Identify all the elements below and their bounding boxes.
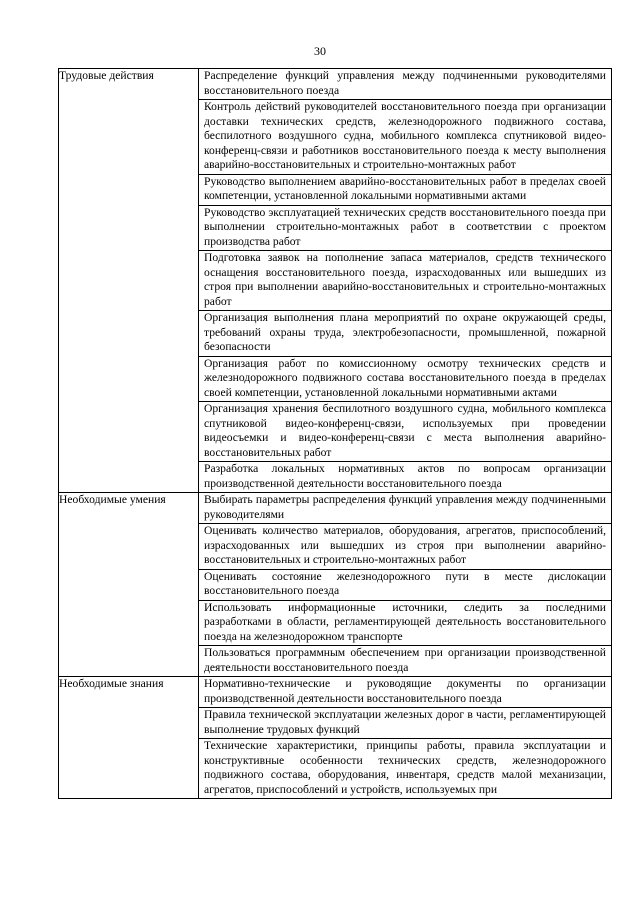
list-item: Оценивать состояние железнодорожного пути в месте дислокации восстановительного поезда	[199, 570, 611, 601]
page-number: 30	[314, 44, 326, 58]
section-row-required-knowledge	[59, 677, 612, 799]
section-label: Необходимые умения	[59, 493, 199, 677]
section-label: Трудовые действия	[59, 69, 199, 493]
competency-table	[58, 68, 612, 799]
list-item: Руководство эксплуатацией технических средств восстановительного поезда при выполнении строительно-монтажных работ в соответствии с проектом производства работ	[199, 206, 611, 252]
list-item: Оценивать количество материалов, оборудования, агрегатов, приспособлений, израсходованных или вышедших из строя при выполнении аварийно-восстановительных и строительно-монтажных работ	[199, 524, 611, 570]
section-label: Необходимые знания	[59, 677, 199, 799]
list-item: Пользоваться программным обеспечением при организации производственной деятельности восстановительного поезда	[204, 646, 606, 674]
list-item: Распределение функций управления между подчиненными руководителями восстановительного поезда	[199, 69, 611, 100]
list-item: Руководство выполнением аварийно-восстановительных работ в пределах своей компетенции, установленной локальными нормативными актами	[199, 175, 611, 206]
list-item: Организация хранения беспилотного воздушного судна, мобильного комплекса спутниковой видео-конференц-связи, используемых при проведении видеосъемки и видео-конференц-связи с места выполнения аварийно-восстановительных работ	[199, 402, 611, 462]
list-item: Контроль действий руководителей восстановительного поезда при организации доставки технических средств, железнодорожного подвижного состава, беспилотного воздушного судна, мобильного комплекса спутниковой видео-конференц-связи и работников восстановительного поезда к месту выполнения аварийно-восстановительных и строительно-монтажных работ	[199, 100, 611, 175]
section-row-required-skills	[59, 493, 612, 677]
section-items	[199, 677, 612, 799]
list-item: Нормативно-технические и руководящие документы по организации производственной деятельности восстановительного поезда	[199, 677, 611, 708]
list-item: Технические характеристики, принципы работы, правила эксплуатации и конструктивные особенности технических средств, железнодорожного подвижного состава, оборудования, инвентаря, средств малой механизации, агрегатов, приспособлений и устройств, используемых при	[204, 739, 606, 796]
list-item: Организация работ по комиссионному осмотру технических средств и железнодорожного подвижного состава восстановительного поезда в пределах своей компетенции, установленной локальными нормативными актами	[199, 357, 611, 403]
section-row-labor-actions	[59, 69, 612, 493]
list-item: Использовать информационные источники, следить за последними разработками в области, регламентирующей деятельность восстановительного поезда на железнодорожном транспорте	[199, 601, 611, 647]
section-items	[199, 69, 612, 493]
list-item: Подготовка заявок на пополнение запаса материалов, средств технического оснащения восстановительного поезда, израсходованных или вышедших из строя при выполнении аварийно-восстановительных и строительно-монтажных работ	[199, 251, 611, 311]
section-items	[199, 493, 612, 677]
list-item: Правила технической эксплуатации железных дорог в части, регламентирующей выполнение трудовых функций	[199, 708, 611, 739]
list-item: Организация выполнения плана мероприятий по охране окружающей среды, требований охраны труда, электробезопасности, промышленной, пожарной безопасности	[199, 311, 611, 357]
list-item: Разработка локальных нормативных актов по вопросам организации производственной деятельности восстановительного поезда	[204, 462, 606, 490]
list-item: Выбирать параметры распределения функций управления между подчиненными руководителями	[199, 493, 611, 524]
